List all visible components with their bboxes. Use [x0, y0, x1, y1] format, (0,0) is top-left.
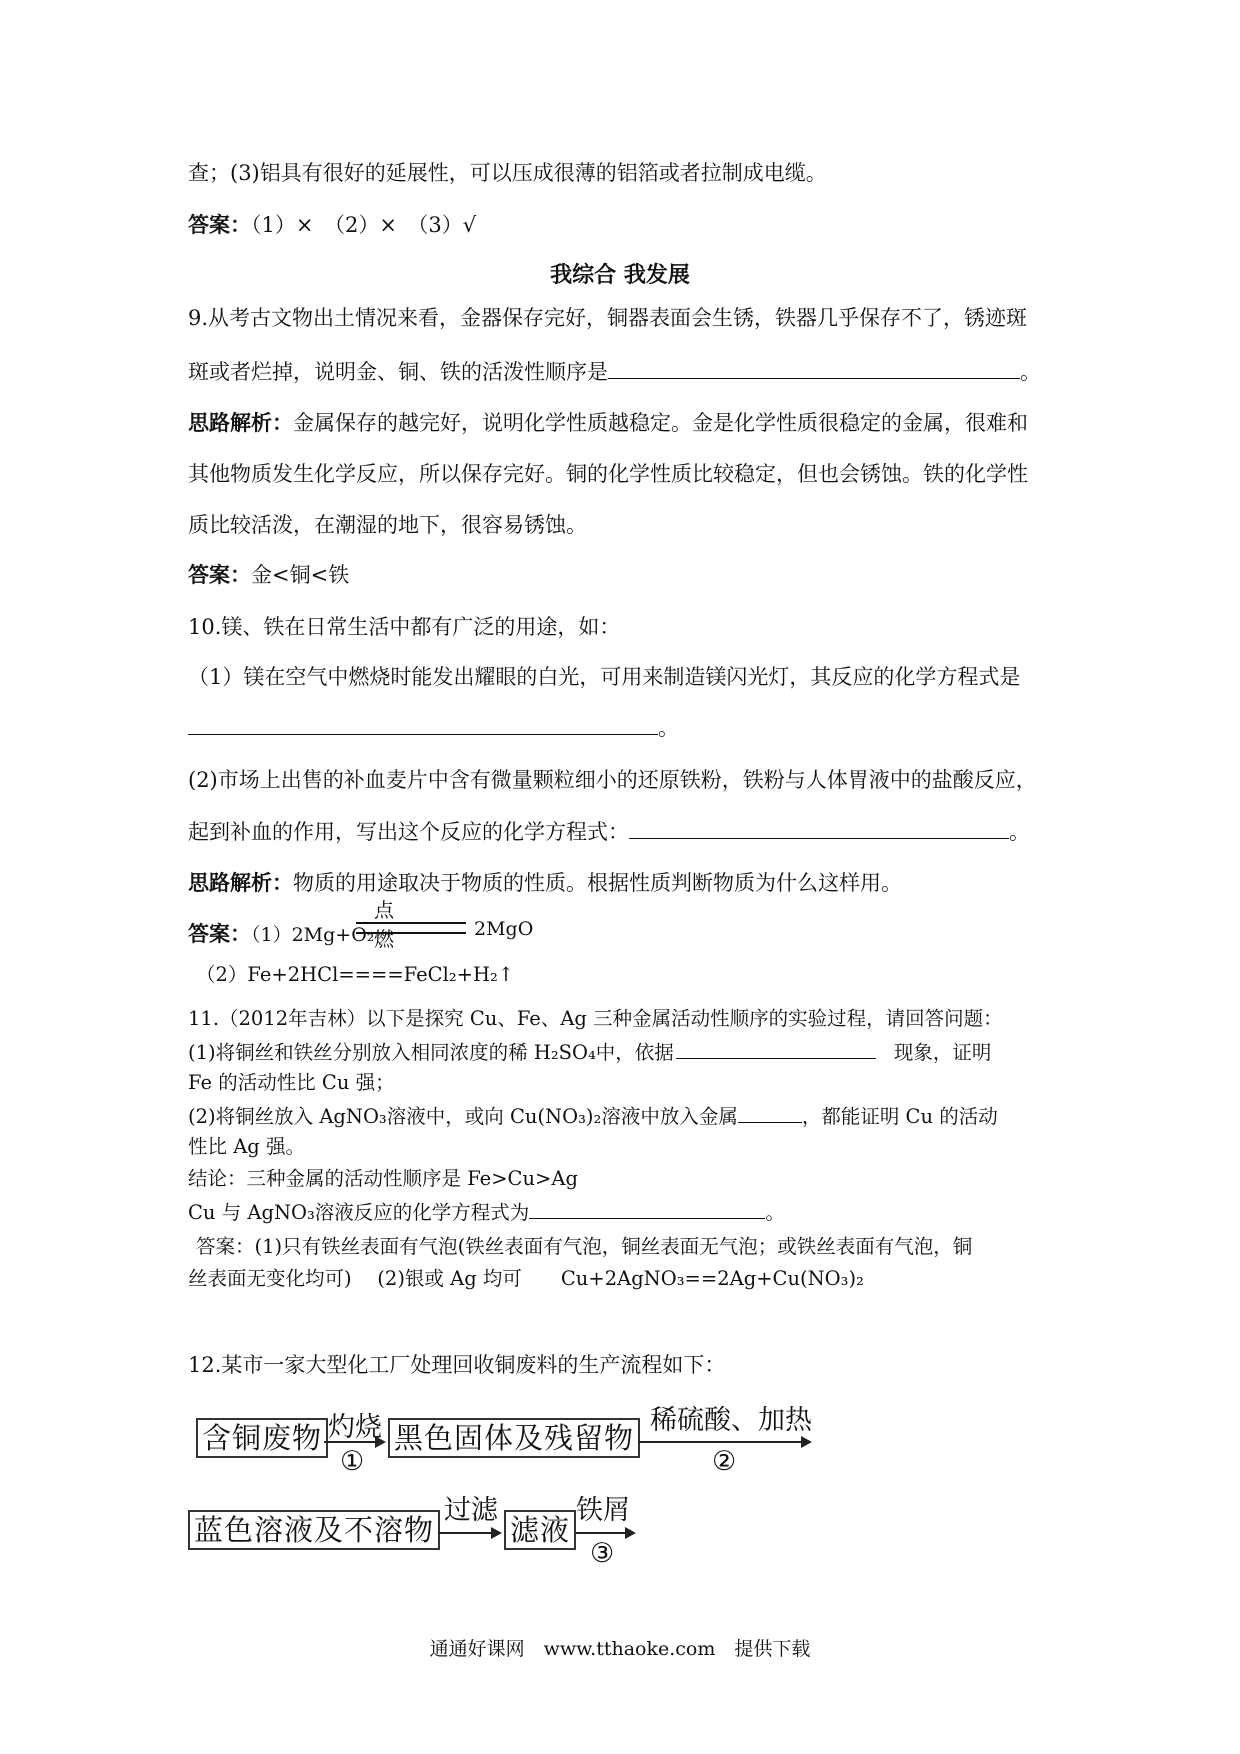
q9-expl1: 金属保存的越完好，说明化学性质越稳定。金是化学性质很稳定的金属，很难和	[293, 411, 1028, 435]
q10-line-blank1	[188, 712, 679, 743]
q9-line2-text: 斑或者烂掉，说明金、铜、铁的活泼性顺序是	[188, 360, 608, 384]
answer-label: 答案：	[188, 921, 251, 946]
q12-line1: 12.某市一家大型化工厂处理回收铜废料的生产流程如下：	[188, 1353, 726, 1377]
q10-line4	[188, 816, 1030, 847]
q11-answer-line2: 丝表面无变化均可) (2)银或 Ag 均可 Cu+2AgNO₃==2Ag+Cu(NO₃)₂	[188, 1267, 864, 1290]
q11-line7-end: 。	[765, 1201, 785, 1224]
q9-line2	[188, 356, 1041, 387]
equation-left: （1）2Mg+O₂	[251, 924, 375, 946]
answer-text: （1）× （2）× （3）√	[251, 213, 477, 237]
q9-answer-blank[interactable]	[608, 356, 1020, 379]
flow-box-black-solid: 黑色固体及残留物	[388, 1418, 640, 1458]
flow-arrow-1	[324, 1441, 384, 1443]
q11-line2-text: (1)将铜丝和铁丝分别放入相同浓度的稀 H₂SO₄中，依据	[188, 1041, 674, 1064]
flow-step2-label: 稀硫酸、加热	[650, 1405, 812, 1436]
q11-line2	[188, 1036, 991, 1068]
q11-blank-2[interactable]	[738, 1100, 802, 1123]
flow-arrow-3	[438, 1532, 500, 1534]
q11-line1: 11.（2012年吉林）以下是探究 Cu、Fe、Ag 三种金属活动性顺序的实验过程，请回答问题：	[188, 1007, 1003, 1030]
q11-line3: Fe 的活动性比 Cu 强；	[188, 1071, 395, 1094]
q11-answer-line1: 答案：(1)只有铁丝表面有气泡(铁丝表面有气泡，铜丝表面无气泡；或铁丝表面有气泡，铜	[196, 1235, 973, 1258]
q11-line5: 性比 Ag 强。	[188, 1135, 305, 1158]
q11-blank-1[interactable]	[676, 1036, 876, 1059]
q9-explanation-line2: 其他物质发生化学反应，所以保存完好。铜的化学性质比较稳定，但也会锈蚀。铁的化学性	[188, 462, 1028, 486]
q10-end2: 。	[1009, 820, 1030, 844]
q11-line2-end: 现象，证明	[893, 1041, 992, 1064]
flow-arrow-4	[576, 1532, 634, 1534]
q10-line4-text: 起到补血的作用，写出这个反应的化学方程式：	[188, 820, 629, 844]
q10-answer-blank-2[interactable]	[629, 816, 1009, 839]
q9-explanation-line3: 质比较活泼，在潮湿的地下，很容易锈蚀。	[188, 513, 587, 537]
q11-blank-3[interactable]	[529, 1196, 765, 1219]
q10-line2: （1）镁在空气中燃烧时能发出耀眼的白光，可用来制造镁闪光灯，其反应的化学方程式是	[188, 665, 1021, 689]
q11-line7-text: Cu 与 AgNO₃溶液反应的化学方程式为	[188, 1201, 530, 1224]
q9-explanation-line1	[188, 408, 1028, 438]
q11-line7	[188, 1196, 785, 1228]
q10-end1: 。	[658, 716, 679, 740]
answer-label: 答案：	[188, 212, 251, 237]
explanation-label: 思路解析：	[188, 870, 293, 895]
flow-step1-label: 灼烧	[328, 1412, 382, 1443]
q11-line4	[188, 1100, 998, 1132]
flow-box-blue-solution: 蓝色溶液及不溶物	[188, 1510, 440, 1550]
q9-answer	[188, 560, 349, 590]
flow-box-filtrate: 滤液	[504, 1510, 576, 1550]
answer-text: 金<铜<铁	[251, 563, 350, 587]
flow-box-copper-waste: 含铜废物	[196, 1418, 328, 1458]
q9-line2-end: 。	[1020, 360, 1041, 384]
section-title: 我综合 我发展	[550, 262, 690, 288]
q11-line4-end: ，都能证明 Cu 的活动	[801, 1105, 998, 1128]
flow-arrow-2	[638, 1441, 810, 1443]
q8-answer	[188, 210, 476, 240]
flow-step3-label: 过滤	[444, 1495, 498, 1526]
explanation-label: 思路解析：	[188, 410, 293, 435]
page-footer: 通通好课网 www.tthaoke.com 提供下载	[429, 1638, 811, 1660]
equals-sign	[356, 922, 466, 934]
q10-expl: 物质的用途取决于物质的性质。根据性质判断物质为什么这样用。	[293, 871, 902, 895]
q11-conclusion: 结论：三种金属的活动性顺序是 Fe>Cu>Ag	[188, 1167, 578, 1190]
flow-step1-number: ①	[340, 1446, 365, 1477]
flow-step4-label: 铁屑	[576, 1495, 630, 1526]
flow-step2-number: ②	[712, 1446, 737, 1477]
reaction-condition: 点燃	[374, 898, 394, 951]
q10-answer-equation	[188, 898, 534, 958]
q10-line1: 10.镁、铁在日常生活中都有广泛的用途，如：	[188, 615, 621, 639]
q10-explanation	[188, 868, 902, 898]
q10-answer2: （2）Fe+2HCl====FeCl₂+H₂↑	[196, 963, 515, 986]
q8-continuation: 查；(3)铝具有很好的延展性，可以压成很薄的铝箔或者拉制成电缆。	[188, 161, 827, 185]
q11-line4-text: (2)将铜丝放入 AgNO₃溶液中，或向 Cu(NO₃)₂溶液中放入金属	[188, 1105, 738, 1128]
q9-line1: 9.从考古文物出土情况来看，金器保存完好，铜器表面会生锈，铁器几乎保存不了，锈迹斑	[188, 306, 1028, 330]
q10-line3: (2)市场上出售的补血麦片中含有微量颗粒细小的还原铁粉，铁粉与人体胃液中的盐酸反应，	[188, 768, 1037, 792]
q10-answer-blank-1[interactable]	[188, 712, 658, 735]
equation-right: 2MgO	[474, 918, 534, 940]
answer-label: 答案：	[188, 562, 251, 587]
flow-step4-number: ③	[590, 1538, 615, 1569]
